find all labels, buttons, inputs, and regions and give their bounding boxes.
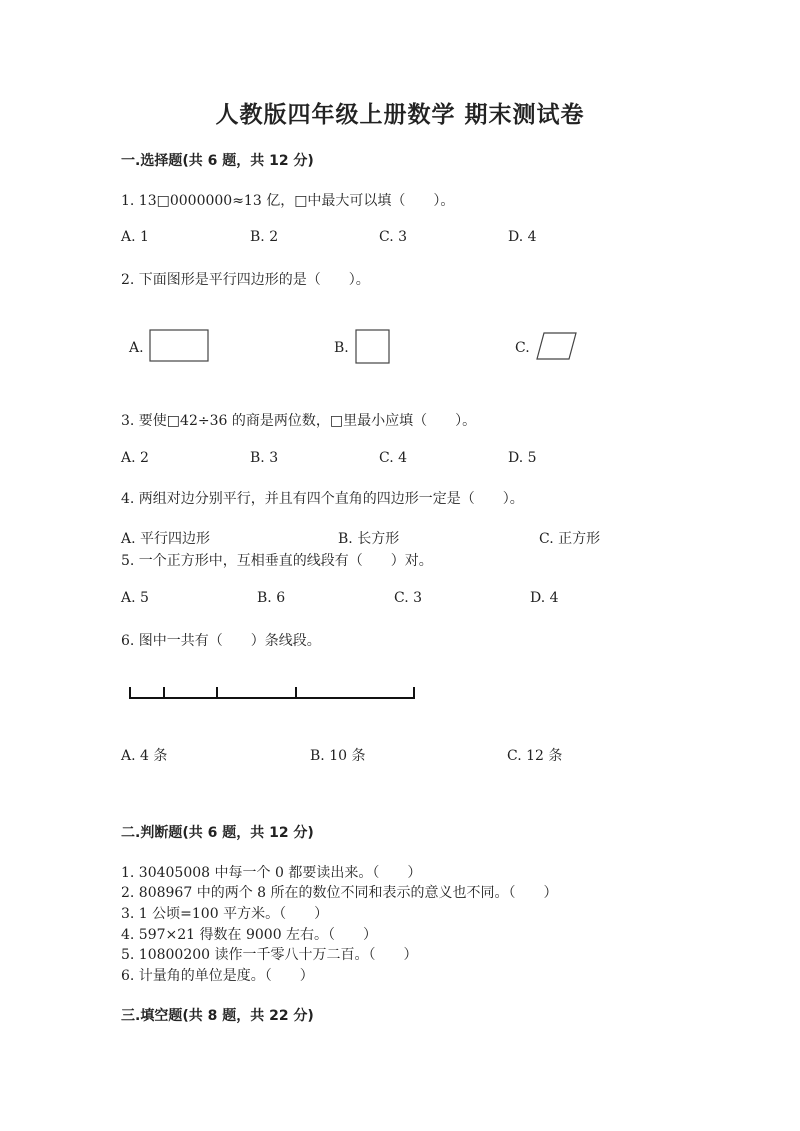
question-2-stem: 2. 下面图形是平行四边形的是（ ）。 xyxy=(121,272,370,288)
question-1-stem: 1. 13□0000000≈13 亿，□中最大可以填（ ）。 xyxy=(121,193,455,209)
question-3-option-c: C. 4 xyxy=(379,450,408,466)
question-4-option-c: C. 正方形 xyxy=(539,531,601,547)
question-3-option-b: B. 3 xyxy=(250,450,279,466)
question-1-option-b: B. 2 xyxy=(250,229,279,245)
section-heading-choice: 一.选择题(共 6 题，共 12 分) xyxy=(121,153,314,169)
question-6-option-a: A. 4 条 xyxy=(121,748,168,764)
judge-item: 6. 计量角的单位是度。（ ） xyxy=(121,968,314,984)
question-6-stem: 6. 图中一共有（ ）条线段。 xyxy=(121,633,321,649)
question-5-option-b: B. 6 xyxy=(257,590,286,606)
question-2-option-b: B. xyxy=(334,340,349,356)
judge-item: 2. 808967 中的两个 8 所在的数位不同和表示的意义也不同。（ ） xyxy=(121,885,558,901)
question-1-option-a: A. 1 xyxy=(121,229,149,245)
question-2-option-c: C. xyxy=(515,340,530,356)
question-6-option-c: C. 12 条 xyxy=(507,748,563,764)
question-5-option-d: D. 4 xyxy=(530,590,559,606)
question-6-option-b: B. 10 条 xyxy=(310,748,366,764)
judge-item: 1. 30405008 中每一个 0 都要读出来。（ ） xyxy=(121,865,422,881)
judge-item: 5. 10800200 读作一千零八十万二百。（ ） xyxy=(121,947,418,963)
square-figure xyxy=(355,329,391,365)
question-2-option-a: A. xyxy=(129,340,144,356)
question-5-stem: 5. 一个正方形中，互相垂直的线段有（ ）对。 xyxy=(121,553,433,569)
question-3-option-d: D. 5 xyxy=(508,450,537,466)
question-4-stem: 4. 两组对边分别平行，并且有四个直角的四边形一定是（ ）。 xyxy=(121,491,524,507)
page-title: 人教版四年级上册数学 期末测试卷 xyxy=(215,101,585,128)
section-heading-judge: 二.判断题(共 6 题，共 12 分) xyxy=(121,825,314,841)
judge-item: 4. 597×21 得数在 9000 左右。（ ） xyxy=(121,927,378,943)
question-1-option-c: C. 3 xyxy=(379,229,408,245)
section-heading-fill: 三.填空题(共 8 题，共 22 分) xyxy=(121,1008,314,1024)
judge-item: 3. 1 公顷=100 平方米。（ ） xyxy=(121,906,329,922)
line-segment-figure xyxy=(126,684,418,702)
question-4-option-a: A. 平行四边形 xyxy=(121,531,211,547)
parallelogram-figure xyxy=(536,332,578,362)
question-5-option-a: A. 5 xyxy=(121,590,149,606)
question-4-option-b: B. 长方形 xyxy=(338,531,400,547)
question-3-option-a: A. 2 xyxy=(121,450,149,466)
question-1-option-d: D. 4 xyxy=(508,229,537,245)
question-5-option-c: C. 3 xyxy=(394,590,423,606)
question-3-stem: 3. 要使□42÷36 的商是两位数，□里最小应填（ ）。 xyxy=(121,413,477,429)
rectangle-figure xyxy=(149,329,211,365)
